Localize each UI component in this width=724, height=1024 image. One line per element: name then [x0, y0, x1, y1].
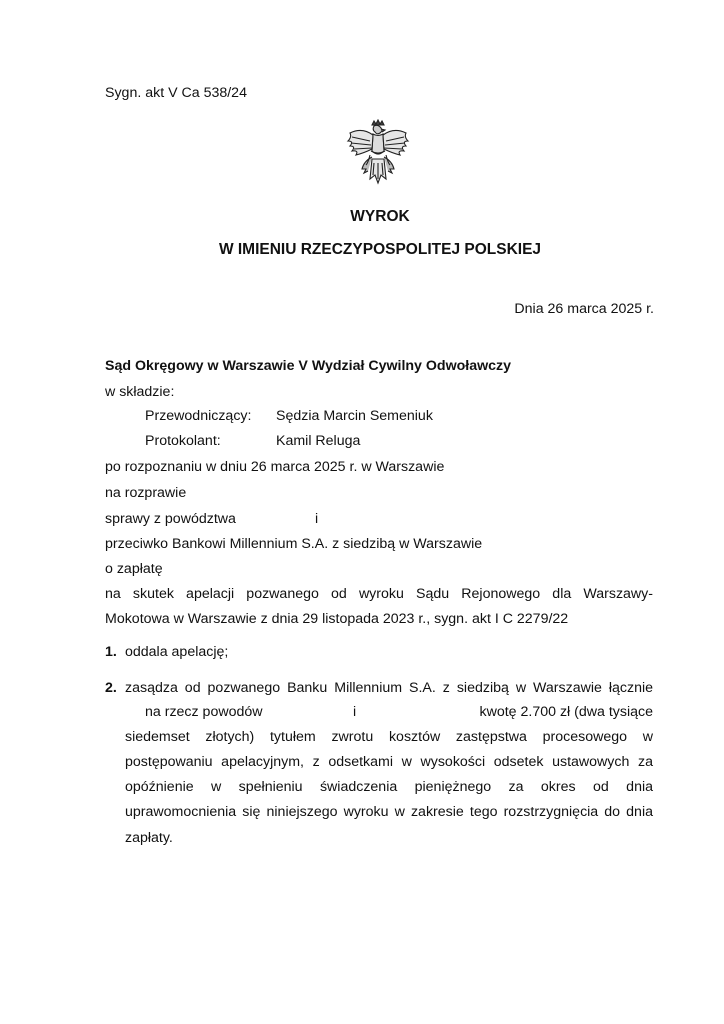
appeal-line-2: Mokotowa w Warszawie z dnia 29 listopada 2023 r., sygn. akt I C 2279/22	[105, 611, 569, 627]
item-2-line-1: zasądza od pozwanego Banku Millennium S.A. z siedzibą w Warszawie łącznie	[125, 680, 653, 696]
subject-line: o zapłatę	[105, 561, 163, 577]
item-2-line-3: siedemset złotych) tytułem zwrotu kosztów zastępstwa procesowego w	[125, 729, 653, 745]
judgment-title: WYROK	[350, 208, 410, 225]
item-2-line-4: postępowaniu apelacyjnym, z odsetkami w wysokości odsetek ustawowych za	[125, 754, 653, 770]
polish-eagle-emblem-icon	[344, 119, 412, 197]
defendant-line: przeciwko Bankowi Millennium S.A. z siedzibą w Warszawie	[105, 536, 483, 552]
composition-label: w składzie:	[105, 384, 175, 400]
clerk-name: Kamil Reluga	[276, 433, 361, 449]
item-2-line-6: uprawomocnienia się niniejszego wyroku w zakresie tego rozstrzygnięcia do dnia	[125, 804, 653, 820]
chair-name: Sędzia Marcin Semeniuk	[276, 408, 433, 424]
hearing-line: po rozpoznaniu w dniu 26 marca 2025 r. w Warszawie	[105, 459, 445, 475]
trial-line: na rozprawie	[105, 485, 187, 501]
item-2-line-2a: na rzecz powodów	[145, 704, 263, 720]
court-name: Sąd Okręgowy w Warszawie V Wydział Cywilny Odwoławczy	[105, 358, 512, 374]
item-1-text: oddala apelację;	[125, 644, 229, 660]
item-2-number: 2.	[105, 680, 117, 696]
case-signature: Sygn. akt V Ca 538/24	[105, 85, 247, 101]
clerk-role: Protokolant:	[145, 433, 221, 449]
case-line: sprawy z powództwa	[105, 511, 236, 527]
item-2-line-7: zapłaty.	[125, 830, 173, 846]
case-line-and: i	[315, 511, 319, 527]
judgment-subtitle: W IMIENIU RZECZYPOSPOLITEJ POLSKIEJ	[218, 241, 542, 258]
chair-role: Przewodniczący:	[145, 408, 252, 424]
item-1-number: 1.	[105, 644, 117, 660]
item-2-line-2c: kwotę 2.700 zł (dwa tysiące	[479, 704, 653, 720]
judgment-date: Dnia 26 marca 2025 r.	[514, 301, 654, 317]
appeal-line-1: na skutek apelacji pozwanego od wyroku Sądu Rejonowego dla Warszawy-	[105, 586, 653, 602]
item-2-line-2b: i	[353, 704, 357, 720]
item-2-line-5: opóźnienie w spełnieniu świadczenia pieniężnego za okres od dnia	[125, 779, 653, 795]
